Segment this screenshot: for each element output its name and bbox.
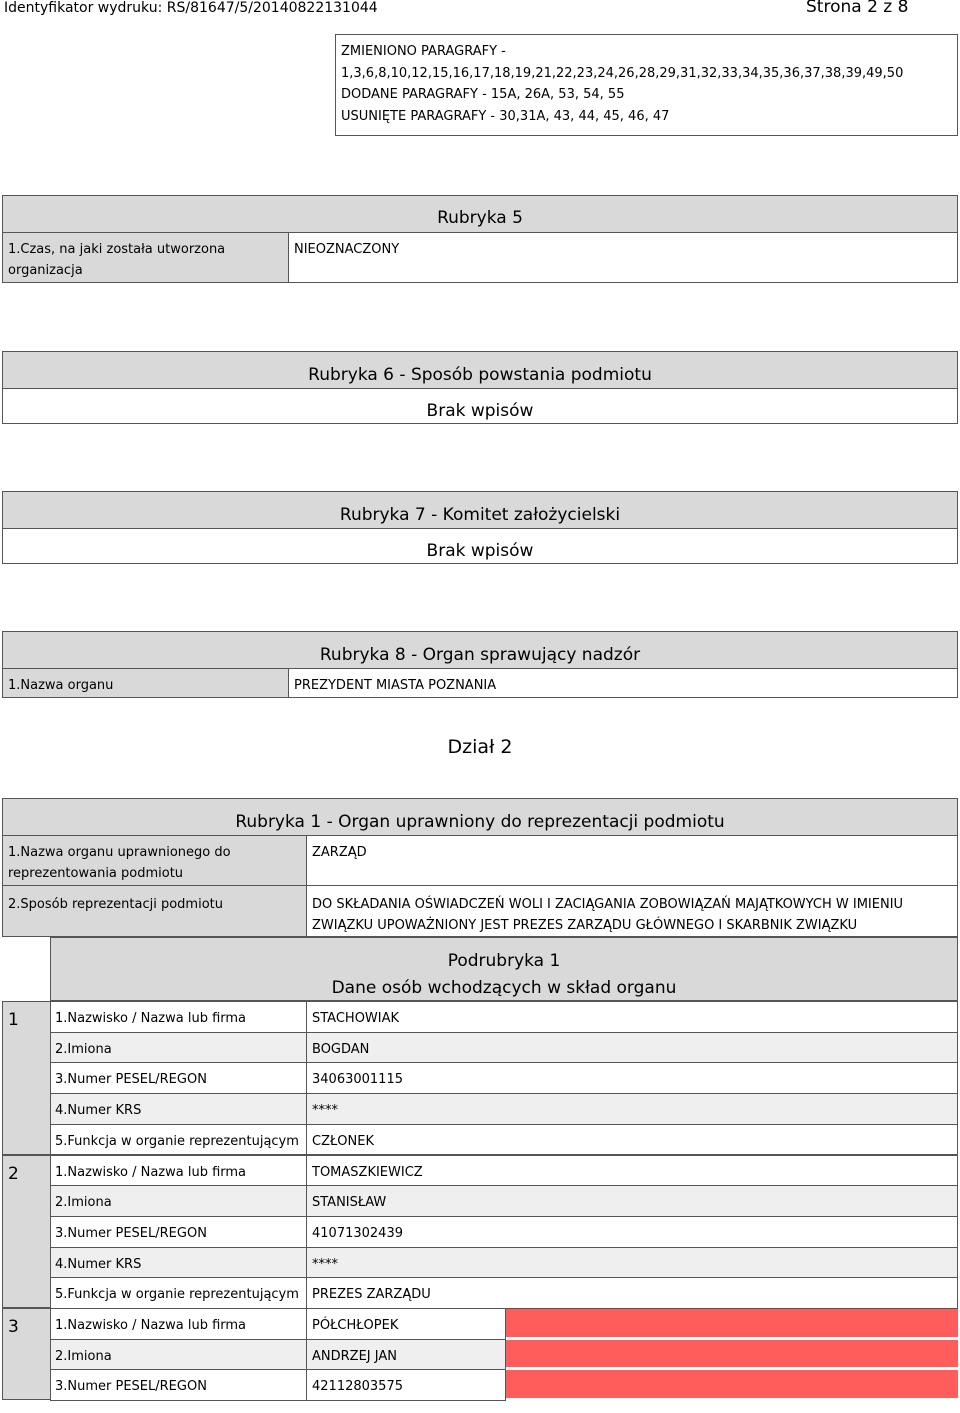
- print-identifier: Identyfikator wydruku: RS/81647/5/20140822131044: [4, 0, 378, 16]
- person-field-value: TOMASZKIEWICZ: [306, 1155, 958, 1187]
- changes-line-1: ZMIENIONO PARAGRAFY -: [341, 44, 506, 59]
- person-field-value: ANDRZEJ JAN: [306, 1339, 506, 1371]
- person-field-value: BOGDAN: [306, 1032, 958, 1064]
- person-field-label: 2.Imiona: [50, 1185, 307, 1217]
- changes-line-2: 1,3,6,8,10,12,15,16,17,18,19,21,22,23,24,26,28,29,31,32,33,34,35,36,37,38,39,49,50: [341, 65, 904, 81]
- person-field-label: 1.Nazwisko / Nazwa lub firma: [50, 1308, 307, 1340]
- person-field-value: PÓŁCHŁOPEK: [306, 1308, 506, 1340]
- rubryka-5-title: Rubryka 5: [2, 195, 958, 233]
- person-field-value: ****: [306, 1093, 958, 1125]
- d2-rubryka-1-value-2: DO SKŁADANIA OŚWIADCZEŃ WOLI I ZACIĄGANIA ZOBOWIĄZAŃ MAJĄTKOWYCH W IMIENIU ZWIĄZKU UPOWAŻNIONY JEST PREZES ZARZĄDU GŁÓWNEGO I SKARBNIK ZWIĄZKU: [306, 885, 958, 937]
- rubryka-8-title: Rubryka 8 - Organ sprawujący nadzór: [2, 631, 958, 669]
- podrubryka-title-1: Podrubryka 1: [447, 951, 561, 971]
- person-field-value: STANISŁAW: [306, 1185, 958, 1217]
- person-field-value: 41071302439: [306, 1216, 958, 1248]
- redaction-mark: [506, 1340, 958, 1368]
- person-number: 2: [2, 1155, 51, 1309]
- rubryka-6-empty: Brak wpisów: [2, 388, 958, 424]
- changes-line-3: DODANE PARAGRAFY - 15A, 26A, 53, 54, 55: [341, 87, 625, 102]
- person-field-label: 2.Imiona: [50, 1032, 307, 1064]
- person-field-value: ****: [306, 1247, 958, 1279]
- page-number: Strona 2 z 8: [806, 0, 909, 17]
- rubryka-7-title: Rubryka 7 - Komitet założycielski: [2, 491, 958, 529]
- person-field-label: 3.Numer PESEL/REGON: [50, 1216, 307, 1248]
- person-field-label: 4.Numer KRS: [50, 1247, 307, 1279]
- rubryka-8-value: PREZYDENT MIASTA POZNANIA: [288, 668, 958, 698]
- person-field-label: 5.Funkcja w organie reprezentującym: [50, 1124, 307, 1156]
- rubryka-8-label: 1.Nazwa organu: [2, 668, 289, 698]
- person-field-value: 34063001115: [306, 1062, 958, 1094]
- person-field-label: 3.Numer PESEL/REGON: [50, 1062, 307, 1094]
- person-field-value: STACHOWIAK: [306, 1001, 958, 1033]
- section-title: Dział 2: [447, 736, 513, 758]
- d2-rubryka-1-label-2: 2.Sposób reprezentacji podmiotu: [2, 885, 307, 937]
- person-field-value: 42112803575: [306, 1369, 506, 1401]
- rubryka-5-label: 1.Czas, na jaki została utworzona organizacja: [2, 232, 289, 283]
- d2-rubryka-1-label-1: 1.Nazwa organu uprawnionego do reprezentowania podmiotu: [2, 835, 307, 886]
- redaction-mark: [506, 1309, 958, 1337]
- person-field-value: PREZES ZARZĄDU: [306, 1277, 958, 1309]
- person-number: 3: [2, 1308, 51, 1400]
- podrubryka-title-2: Dane osób wchodzących w skład organu: [331, 978, 677, 998]
- person-field-label: 4.Numer KRS: [50, 1093, 307, 1125]
- person-field-label: 3.Numer PESEL/REGON: [50, 1369, 307, 1401]
- person-field-label: 2.Imiona: [50, 1339, 307, 1371]
- redaction-mark: [506, 1370, 958, 1398]
- rubryka-5-value: NIEOZNACZONY: [288, 232, 958, 283]
- person-number: 1: [2, 1001, 51, 1155]
- changes-line-4: USUNIĘTE PARAGRAFY - 30,31A, 43, 44, 45, 46, 47: [341, 108, 670, 124]
- podrubryka-title: [50, 937, 958, 1001]
- rubryka-7-empty: Brak wpisów: [2, 528, 958, 564]
- rubryka-6-title: Rubryka 6 - Sposób powstania podmiotu: [2, 351, 958, 389]
- person-field-value: CZŁONEK: [306, 1124, 958, 1156]
- d2-rubryka-1-value-1: ZARZĄD: [306, 835, 958, 886]
- person-field-label: 1.Nazwisko / Nazwa lub firma: [50, 1155, 307, 1187]
- person-field-label: 5.Funkcja w organie reprezentującym: [50, 1277, 307, 1309]
- d2-rubryka-1-title: Rubryka 1 - Organ uprawniony do reprezentacji podmiotu: [2, 798, 958, 836]
- person-field-label: 1.Nazwisko / Nazwa lub firma: [50, 1001, 307, 1033]
- changes-box: [335, 34, 958, 136]
